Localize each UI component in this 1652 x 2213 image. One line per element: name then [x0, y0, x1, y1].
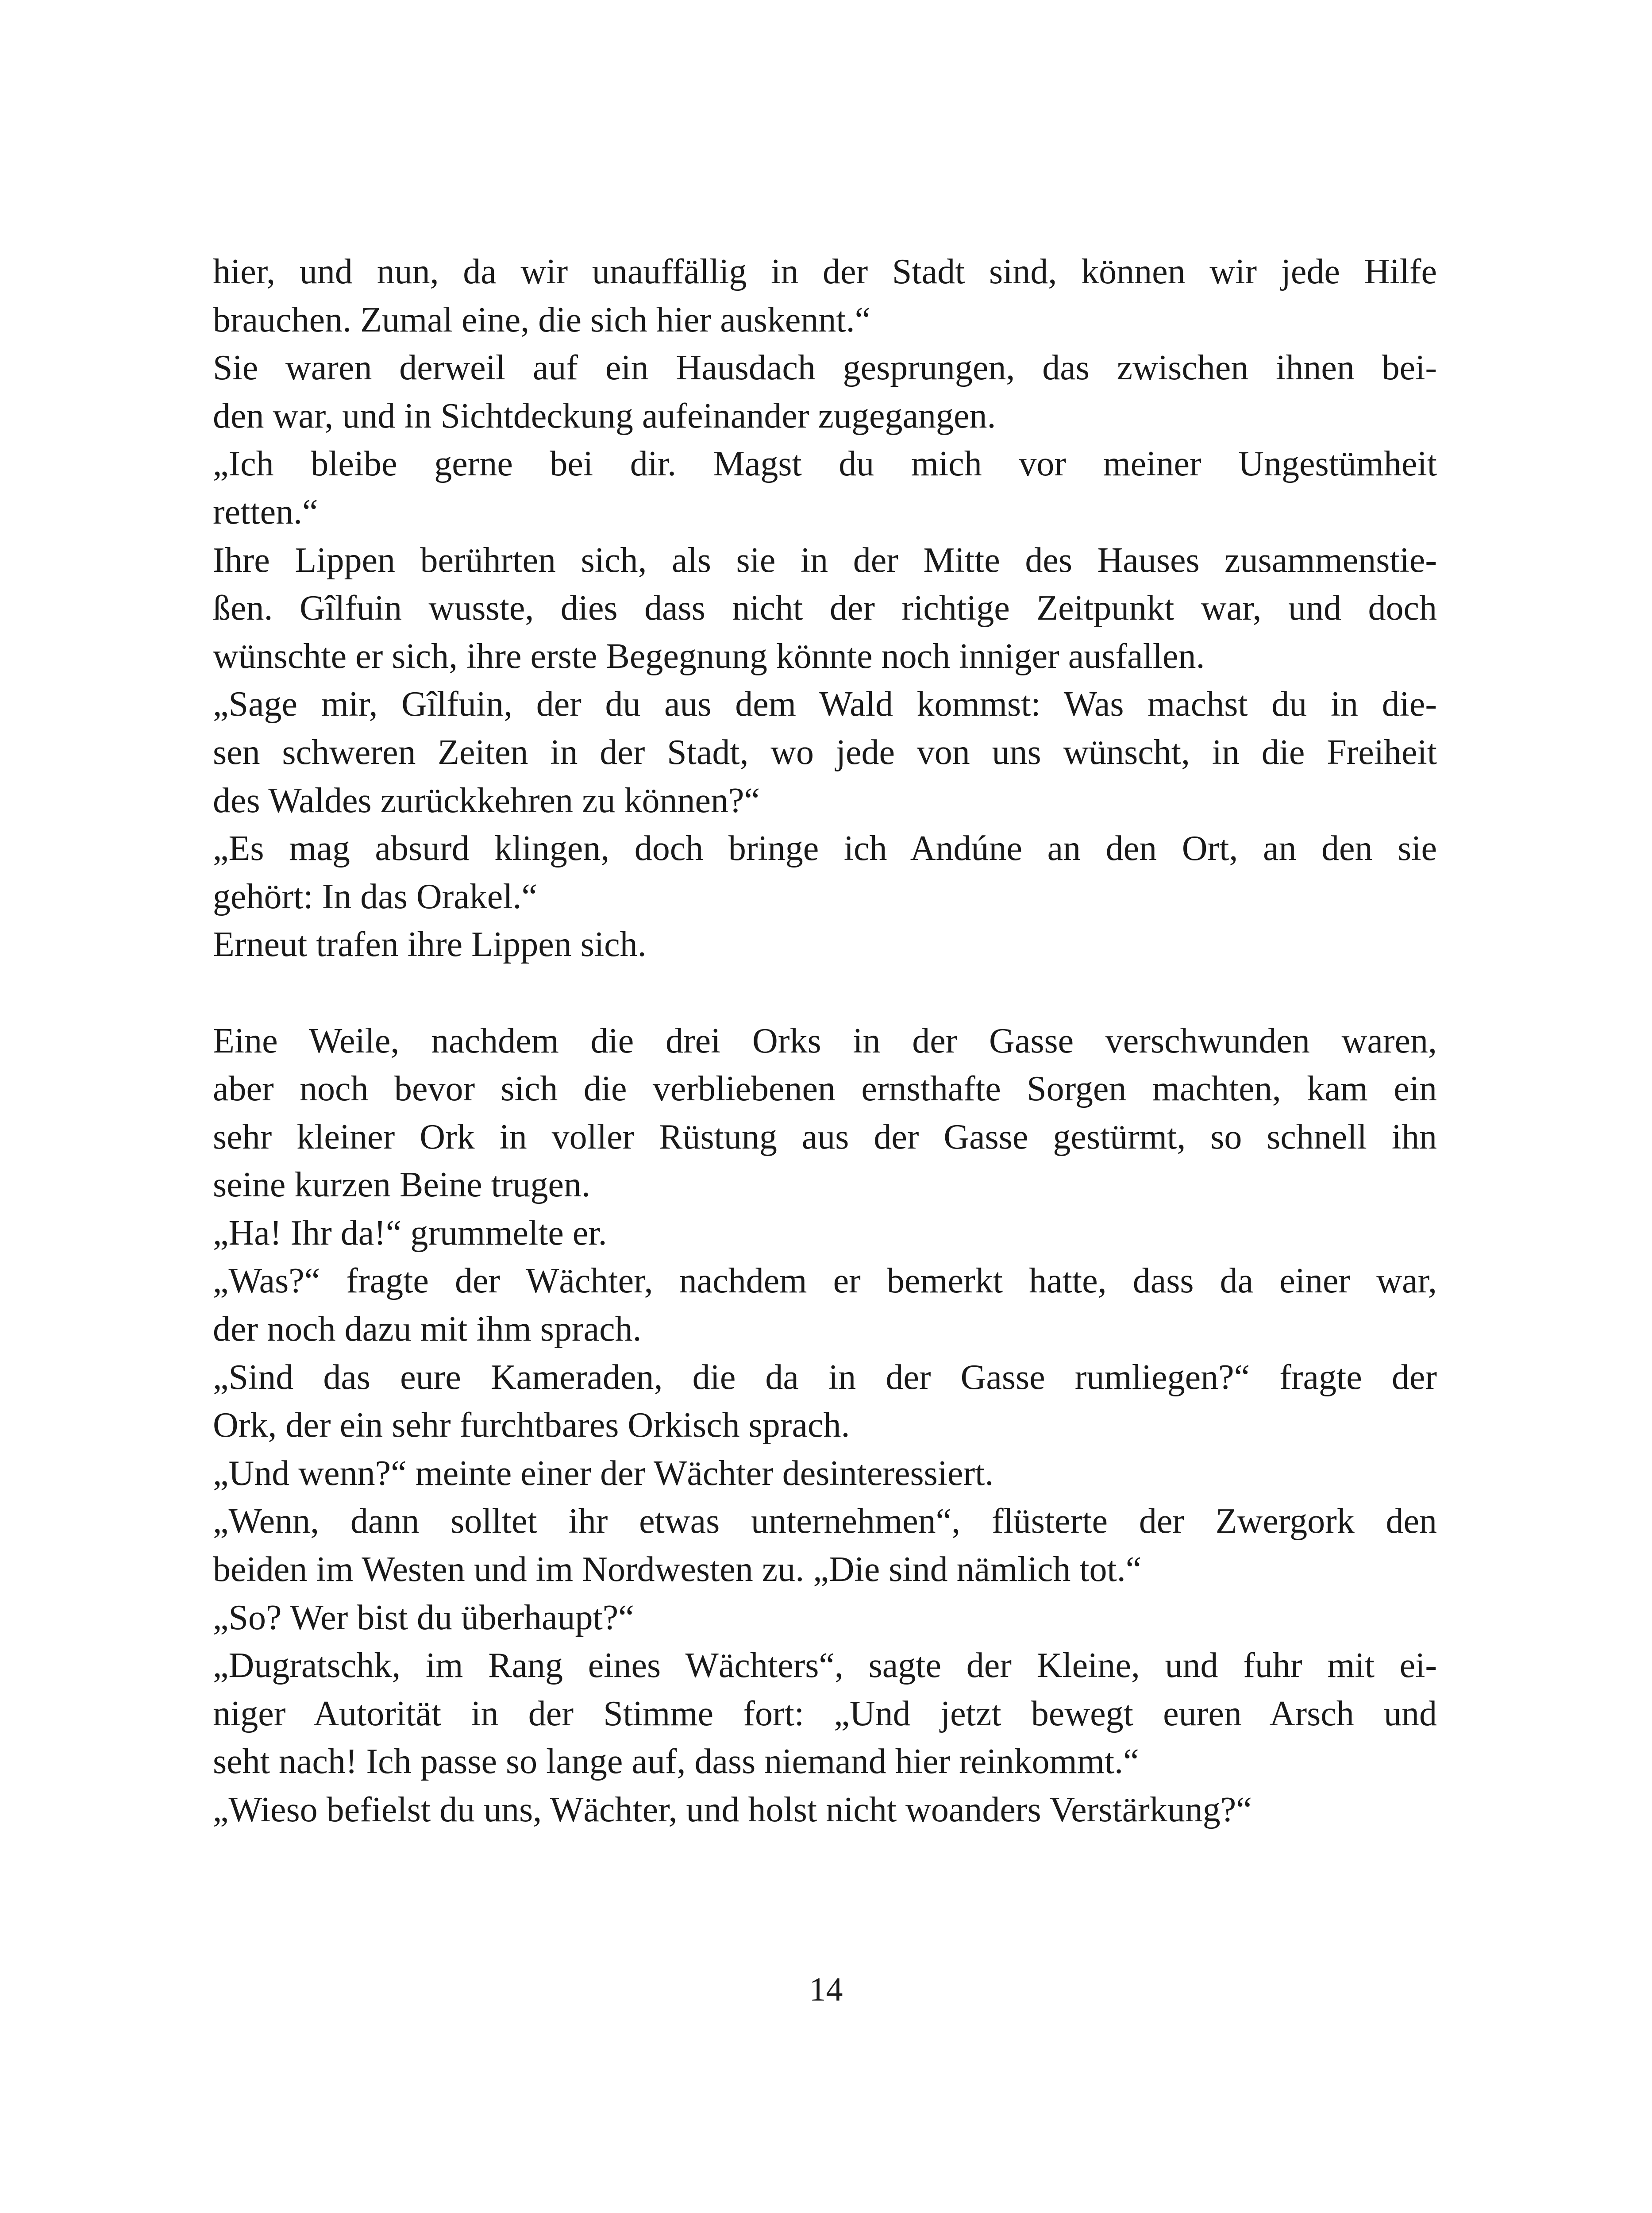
- text-line: „Ich bleibe gerne bei dir. Magst du mich vor meiner Ungestümheit: [213, 444, 1437, 484]
- page-number: 14: [809, 1971, 843, 2008]
- text-line: sen schweren Zeiten in der Stadt, wo jede von uns wünscht, in die Freiheit: [213, 733, 1437, 772]
- text-line: „Wieso befielst du uns, Wächter, und holst nicht woanders Verstärkung?“: [213, 1790, 1252, 1829]
- text-line: wünschte er sich, ihre erste Begegnung könnte noch inniger ausfallen.: [213, 636, 1205, 676]
- text-line: Ork, der ein sehr furchtbares Orkisch sprach.: [213, 1406, 850, 1445]
- text-line: „Was?“ fragte der Wächter, nachdem er bemerkt hatte, dass da einer war,: [213, 1261, 1437, 1301]
- paragraph-gap: [213, 969, 1437, 1017]
- text-line: „Dugratschk, im Rang eines Wächters“, sagte der Kleine, und fuhr mit ei-: [213, 1646, 1437, 1685]
- text-line: brauchen. Zumal eine, die sich hier auskennt.“: [213, 300, 871, 339]
- text-line: Sie waren derweil auf ein Hausdach gesprungen, das zwischen ihnen bei-: [213, 348, 1437, 388]
- text-line: Erneut trafen ihre Lippen sich.: [213, 925, 647, 964]
- text-line: gehört: In das Orakel.“: [213, 877, 538, 916]
- text-line: den war, und in Sichtdeckung aufeinander zugegangen.: [213, 396, 996, 436]
- text-line: „Es mag absurd klingen, doch bringe ich Andúne an den Ort, an den sie: [213, 829, 1437, 868]
- text-line: der noch dazu mit ihm sprach.: [213, 1310, 642, 1349]
- text-line: niger Autorität in der Stimme fort: „Und jetzt bewegt euren Arsch und: [213, 1694, 1437, 1733]
- text-line: Eine Weile, nachdem die drei Orks in der Gasse verschwunden waren,: [213, 1021, 1437, 1060]
- text-line: hier, und nun, da wir unauffällig in der Stadt sind, können wir jede Hilfe: [213, 252, 1437, 291]
- text-line: „So? Wer bist du überhaupt?“: [213, 1598, 634, 1637]
- text-line: des Waldes zurückkehren zu können?“: [213, 781, 760, 820]
- text-line: retten.“: [213, 492, 318, 532]
- text-line: „Ha! Ihr da!“ grummelte er.: [213, 1213, 607, 1253]
- page-text-block: [213, 248, 1437, 1834]
- text-line: aber noch bevor sich die verbliebenen ernsthafte Sorgen machten, kam ein: [213, 1069, 1437, 1109]
- text-line: „Und wenn?“ meinte einer der Wächter desinteressiert.: [213, 1453, 994, 1493]
- text-line: seine kurzen Beine trugen.: [213, 1165, 591, 1205]
- text-line: beiden im Westen und im Nordwesten zu. „Die sind nämlich tot.“: [213, 1550, 1142, 1589]
- text-line: „Sind das eure Kameraden, die da in der Gasse rumliegen?“ fragte der: [213, 1357, 1437, 1397]
- text-line: sehr kleiner Ork in voller Rüstung aus der Gasse gestürmt, so schnell ihn: [213, 1117, 1437, 1157]
- text-line: seht nach! Ich passe so lange auf, dass niemand hier reinkommt.“: [213, 1742, 1139, 1781]
- text-line: ßen. Gîlfuin wusste, dies dass nicht der richtige Zeitpunkt war, und doch: [213, 589, 1437, 628]
- text-line: Ihre Lippen berührten sich, als sie in der Mitte des Hauses zusammenstie-: [213, 540, 1437, 580]
- text-line: „Sage mir, Gîlfuin, der du aus dem Wald kommst: Was machst du in die-: [213, 685, 1437, 724]
- text-line: „Wenn, dann solltet ihr etwas unternehmen“, flüsterte der Zwergork den: [213, 1502, 1437, 1541]
